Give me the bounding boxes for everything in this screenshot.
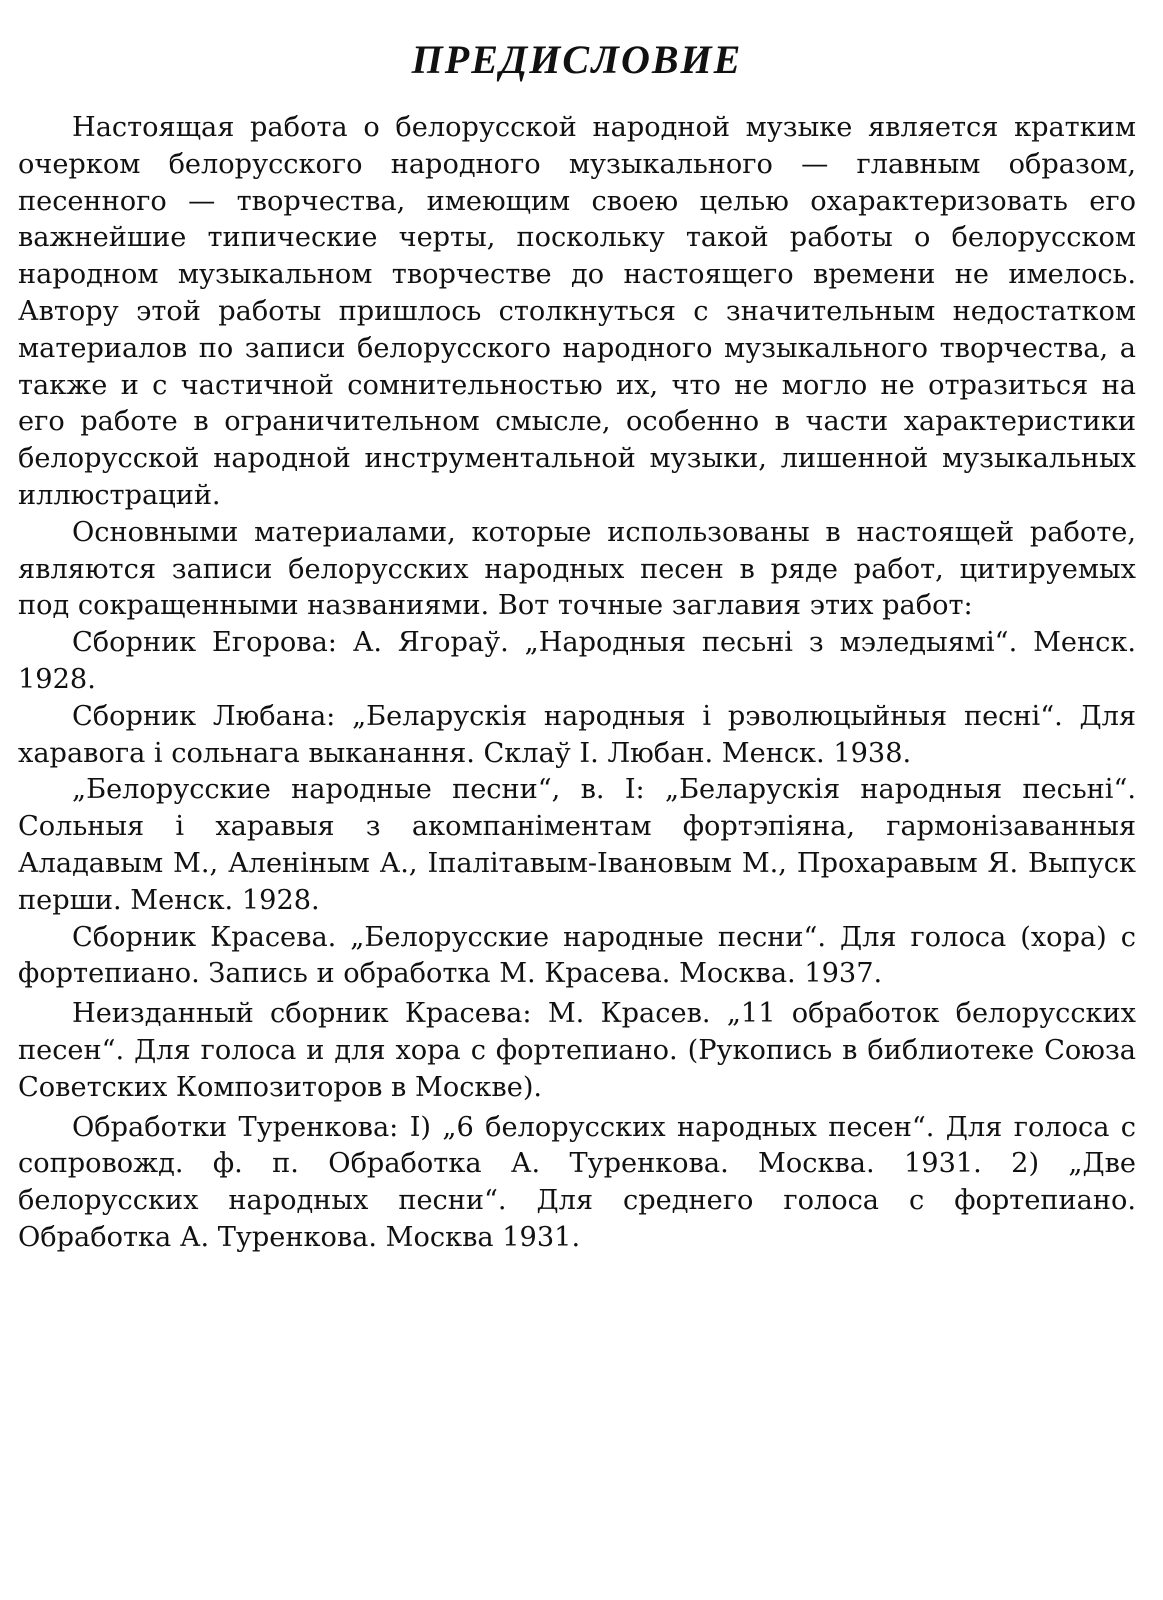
reference-krasev: Сборник Красева. „Белорусские народные песни“. Для голоса (хора) с фортепиано. Запись и обработка М. Красева. Москва. 1937. [18,921,1136,990]
document-page [18,37,1136,1257]
reference-luban: Сборник Любана: „Беларускія народныя і рэволюцыйныя песні“. Для харавога і сольнага выканання. Склаў І. Любан. Менск. 1938. [18,700,1136,769]
page-title: ПРЕДИСЛОВИЕ [411,37,743,82]
reference-belarusian-songs: „Белорусские народные песни“, в. I: „Беларускія народныя песьні“. Сольныя і харавыя з акомпаніментам фортэпіяна, гармонізаванныя Аладавым М., Аленіным А., Іпалітавым-Івановым М., Прохаравым Я. Выпуск перши. Менск. 1928. [18,774,1136,916]
reference-krasev-unpublished: Неизданный сборник Красева: М. Красев. „11 обработок белорусских песен“. Для голоса и для хора с фортепиано. (Рукопись в библиотеке Союза Советских Композиторов в Москве). [18,998,1136,1103]
reference-turenkov: Обработки Туренкова: I) „6 белорусских народных песен“. Для голоса с сопровожд. ф. п. Обработка А. Туренкова. Москва. 1931. 2) „Две белорусских народных песни“. Для среднего голоса с фортепиано. Обработка А. Туренкова. Москва 1931. [18,1111,1136,1253]
paragraph-materials: Основными материалами, которые использованы в настоящей работе, являются записи белорусских народных песен в ряде работ, цитируемых под сокращенными названиями. Вот точные заглавия этих работ: [18,516,1136,622]
reference-egorov: Сборник Егорова: А. Ягораў. „Народныя песьні з мэледыямі“. Менск. 1928. [18,627,1136,695]
paragraph-intro: Настоящая работа о белорусской народной музыке является кратким очерком белорусского народного музыкального — главным образом, песенного — творчества, имеющим своею целью охарактеризовать его важнейшие типические черты, поскольку такой работы о белорусском народном музыкальном творчестве до настоящего времени не имелось. Автору этой работы пришлось столкнуться с значительным недостатком материалов по записи белорусского народного музыкального творчества, а также и с частичной сомнительностью их, что не могло не отразиться на его работе в ограничительном смысле, особенно в части характеристики белорусской народной инструментальной музыки, лишенной музыкальных иллюстраций. [18,112,1136,511]
